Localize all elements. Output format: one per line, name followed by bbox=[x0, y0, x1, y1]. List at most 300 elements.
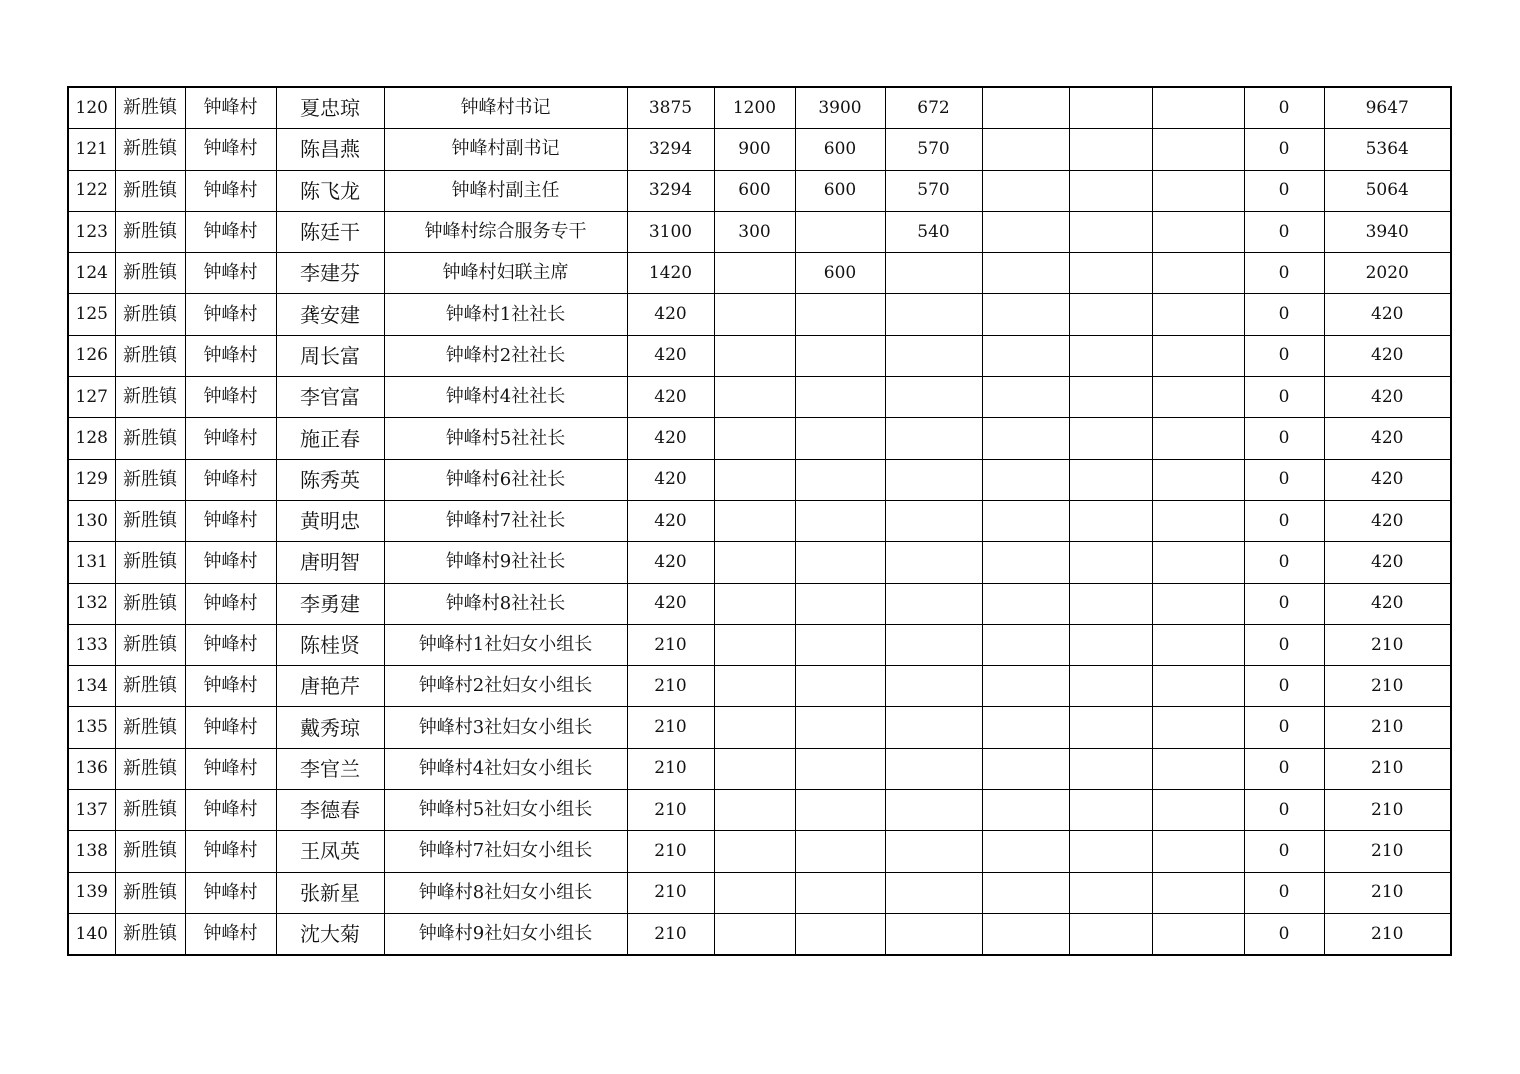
amount-1-cell: 210 bbox=[627, 748, 714, 789]
amount-7-cell bbox=[1152, 748, 1244, 789]
town-cell: 新胜镇 bbox=[115, 872, 185, 913]
table-row bbox=[68, 335, 1451, 376]
amount-1-cell: 210 bbox=[627, 872, 714, 913]
table-row bbox=[68, 748, 1451, 789]
person-name-cell: 唐艳芹 bbox=[276, 666, 384, 707]
amount-6-cell bbox=[1069, 335, 1152, 376]
town-cell: 新胜镇 bbox=[115, 542, 185, 583]
amount-8-cell: 0 bbox=[1244, 335, 1324, 376]
total-cell: 420 bbox=[1324, 418, 1451, 459]
amount-6-cell bbox=[1069, 748, 1152, 789]
amount-6-cell bbox=[1069, 170, 1152, 211]
village-cell: 钟峰村 bbox=[185, 170, 276, 211]
amount-4-cell bbox=[885, 294, 982, 335]
amount-1-cell: 3875 bbox=[627, 87, 714, 129]
amount-2-cell bbox=[714, 624, 795, 665]
person-name-cell: 李德春 bbox=[276, 790, 384, 831]
position-cell: 钟峰村9社妇女小组长 bbox=[384, 913, 627, 955]
table-row bbox=[68, 294, 1451, 335]
amount-1-cell: 210 bbox=[627, 707, 714, 748]
amount-2-cell bbox=[714, 583, 795, 624]
person-name-cell: 李建芬 bbox=[276, 253, 384, 294]
amount-2-cell bbox=[714, 831, 795, 872]
amount-1-cell: 420 bbox=[627, 377, 714, 418]
row-number-cell: 138 bbox=[68, 831, 115, 872]
amount-5-cell bbox=[982, 831, 1069, 872]
amount-8-cell: 0 bbox=[1244, 624, 1324, 665]
total-cell: 420 bbox=[1324, 583, 1451, 624]
table-row bbox=[68, 377, 1451, 418]
person-name-cell: 周长富 bbox=[276, 335, 384, 376]
amount-8-cell: 0 bbox=[1244, 913, 1324, 955]
person-name-cell: 戴秀琼 bbox=[276, 707, 384, 748]
amount-3-cell bbox=[795, 624, 885, 665]
position-cell: 钟峰村3社妇女小组长 bbox=[384, 707, 627, 748]
row-number-cell: 125 bbox=[68, 294, 115, 335]
person-name-cell: 陈廷干 bbox=[276, 211, 384, 252]
amount-2-cell: 600 bbox=[714, 170, 795, 211]
table-row bbox=[68, 418, 1451, 459]
amount-4-cell bbox=[885, 748, 982, 789]
amount-4-cell bbox=[885, 624, 982, 665]
table-row bbox=[68, 666, 1451, 707]
amount-7-cell bbox=[1152, 459, 1244, 500]
amount-2-cell bbox=[714, 913, 795, 955]
village-cell: 钟峰村 bbox=[185, 335, 276, 376]
amount-2-cell bbox=[714, 500, 795, 541]
row-number-cell: 140 bbox=[68, 913, 115, 955]
amount-5-cell bbox=[982, 500, 1069, 541]
amount-1-cell: 420 bbox=[627, 418, 714, 459]
table-row bbox=[68, 87, 1451, 129]
position-cell: 钟峰村7社社长 bbox=[384, 500, 627, 541]
amount-5-cell bbox=[982, 377, 1069, 418]
amount-5-cell bbox=[982, 253, 1069, 294]
amount-3-cell bbox=[795, 666, 885, 707]
amount-4-cell bbox=[885, 500, 982, 541]
amount-4-cell bbox=[885, 459, 982, 500]
amount-6-cell bbox=[1069, 253, 1152, 294]
amount-2-cell bbox=[714, 253, 795, 294]
amount-5-cell bbox=[982, 87, 1069, 129]
amount-1-cell: 1420 bbox=[627, 253, 714, 294]
town-cell: 新胜镇 bbox=[115, 87, 185, 129]
town-cell: 新胜镇 bbox=[115, 707, 185, 748]
row-number-cell: 137 bbox=[68, 790, 115, 831]
amount-7-cell bbox=[1152, 253, 1244, 294]
amount-6-cell bbox=[1069, 666, 1152, 707]
amount-4-cell bbox=[885, 542, 982, 583]
row-number-cell: 123 bbox=[68, 211, 115, 252]
amount-6-cell bbox=[1069, 129, 1152, 170]
village-cell: 钟峰村 bbox=[185, 624, 276, 665]
amount-6-cell bbox=[1069, 872, 1152, 913]
total-cell: 420 bbox=[1324, 500, 1451, 541]
total-cell: 210 bbox=[1324, 913, 1451, 955]
person-name-cell: 黄明忠 bbox=[276, 500, 384, 541]
amount-3-cell bbox=[795, 583, 885, 624]
table-row bbox=[68, 542, 1451, 583]
person-name-cell: 唐明智 bbox=[276, 542, 384, 583]
town-cell: 新胜镇 bbox=[115, 583, 185, 624]
amount-5-cell bbox=[982, 707, 1069, 748]
amount-5-cell bbox=[982, 790, 1069, 831]
village-cell: 钟峰村 bbox=[185, 748, 276, 789]
amount-6-cell bbox=[1069, 707, 1152, 748]
amount-8-cell: 0 bbox=[1244, 500, 1324, 541]
amount-7-cell bbox=[1152, 87, 1244, 129]
amount-5-cell bbox=[982, 418, 1069, 459]
position-cell: 钟峰村4社社长 bbox=[384, 377, 627, 418]
village-cell: 钟峰村 bbox=[185, 253, 276, 294]
village-cell: 钟峰村 bbox=[185, 790, 276, 831]
amount-7-cell bbox=[1152, 666, 1244, 707]
person-name-cell: 王凤英 bbox=[276, 831, 384, 872]
amount-2-cell bbox=[714, 377, 795, 418]
amount-4-cell bbox=[885, 913, 982, 955]
amount-7-cell bbox=[1152, 418, 1244, 459]
town-cell: 新胜镇 bbox=[115, 459, 185, 500]
amount-4-cell bbox=[885, 872, 982, 913]
amount-1-cell: 420 bbox=[627, 335, 714, 376]
amount-1-cell: 210 bbox=[627, 831, 714, 872]
amount-3-cell bbox=[795, 872, 885, 913]
town-cell: 新胜镇 bbox=[115, 377, 185, 418]
total-cell: 420 bbox=[1324, 377, 1451, 418]
amount-2-cell bbox=[714, 294, 795, 335]
person-name-cell: 沈大菊 bbox=[276, 913, 384, 955]
village-cell: 钟峰村 bbox=[185, 707, 276, 748]
town-cell: 新胜镇 bbox=[115, 253, 185, 294]
total-cell: 210 bbox=[1324, 624, 1451, 665]
village-cell: 钟峰村 bbox=[185, 418, 276, 459]
amount-2-cell: 300 bbox=[714, 211, 795, 252]
position-cell: 钟峰村5社社长 bbox=[384, 418, 627, 459]
total-cell: 210 bbox=[1324, 831, 1451, 872]
amount-3-cell: 600 bbox=[795, 170, 885, 211]
amount-4-cell bbox=[885, 790, 982, 831]
amount-7-cell bbox=[1152, 583, 1244, 624]
position-cell: 钟峰村9社社长 bbox=[384, 542, 627, 583]
table-row bbox=[68, 211, 1451, 252]
amount-3-cell: 600 bbox=[795, 129, 885, 170]
amount-2-cell bbox=[714, 666, 795, 707]
amount-2-cell bbox=[714, 872, 795, 913]
amount-7-cell bbox=[1152, 831, 1244, 872]
total-cell: 210 bbox=[1324, 790, 1451, 831]
table-row bbox=[68, 624, 1451, 665]
table-row bbox=[68, 707, 1451, 748]
table-row bbox=[68, 253, 1451, 294]
total-cell: 3940 bbox=[1324, 211, 1451, 252]
row-number-cell: 130 bbox=[68, 500, 115, 541]
amount-8-cell: 0 bbox=[1244, 872, 1324, 913]
town-cell: 新胜镇 bbox=[115, 211, 185, 252]
amount-7-cell bbox=[1152, 335, 1244, 376]
amount-4-cell bbox=[885, 377, 982, 418]
amount-8-cell: 0 bbox=[1244, 583, 1324, 624]
total-cell: 5364 bbox=[1324, 129, 1451, 170]
amount-6-cell bbox=[1069, 377, 1152, 418]
position-cell: 钟峰村1社妇女小组长 bbox=[384, 624, 627, 665]
amount-4-cell bbox=[885, 253, 982, 294]
amount-4-cell bbox=[885, 583, 982, 624]
row-number-cell: 134 bbox=[68, 666, 115, 707]
amount-7-cell bbox=[1152, 377, 1244, 418]
total-cell: 420 bbox=[1324, 335, 1451, 376]
town-cell: 新胜镇 bbox=[115, 500, 185, 541]
amount-3-cell bbox=[795, 542, 885, 583]
amount-6-cell bbox=[1069, 790, 1152, 831]
total-cell: 420 bbox=[1324, 542, 1451, 583]
amount-1-cell: 420 bbox=[627, 542, 714, 583]
amount-1-cell: 210 bbox=[627, 666, 714, 707]
amount-5-cell bbox=[982, 211, 1069, 252]
amount-7-cell bbox=[1152, 294, 1244, 335]
amount-3-cell: 600 bbox=[795, 253, 885, 294]
amount-2-cell: 1200 bbox=[714, 87, 795, 129]
amount-5-cell bbox=[982, 170, 1069, 211]
table-row bbox=[68, 500, 1451, 541]
amount-6-cell bbox=[1069, 87, 1152, 129]
village-cell: 钟峰村 bbox=[185, 377, 276, 418]
position-cell: 钟峰村妇联主席 bbox=[384, 253, 627, 294]
amount-7-cell bbox=[1152, 790, 1244, 831]
amount-3-cell bbox=[795, 707, 885, 748]
table-row bbox=[68, 790, 1451, 831]
amount-5-cell bbox=[982, 542, 1069, 583]
amount-5-cell bbox=[982, 748, 1069, 789]
amount-8-cell: 0 bbox=[1244, 666, 1324, 707]
amount-3-cell bbox=[795, 294, 885, 335]
town-cell: 新胜镇 bbox=[115, 748, 185, 789]
amount-5-cell bbox=[982, 872, 1069, 913]
row-number-cell: 135 bbox=[68, 707, 115, 748]
amount-5-cell bbox=[982, 335, 1069, 376]
amount-2-cell bbox=[714, 459, 795, 500]
row-number-cell: 139 bbox=[68, 872, 115, 913]
town-cell: 新胜镇 bbox=[115, 790, 185, 831]
amount-3-cell: 3900 bbox=[795, 87, 885, 129]
amount-8-cell: 0 bbox=[1244, 748, 1324, 789]
amount-1-cell: 3100 bbox=[627, 211, 714, 252]
village-cell: 钟峰村 bbox=[185, 872, 276, 913]
amount-1-cell: 420 bbox=[627, 459, 714, 500]
table-row bbox=[68, 872, 1451, 913]
amount-6-cell bbox=[1069, 294, 1152, 335]
person-name-cell: 陈昌燕 bbox=[276, 129, 384, 170]
row-number-cell: 133 bbox=[68, 624, 115, 665]
town-cell: 新胜镇 bbox=[115, 418, 185, 459]
amount-6-cell bbox=[1069, 542, 1152, 583]
amount-3-cell bbox=[795, 377, 885, 418]
table-row bbox=[68, 170, 1451, 211]
town-cell: 新胜镇 bbox=[115, 624, 185, 665]
town-cell: 新胜镇 bbox=[115, 335, 185, 376]
position-cell: 钟峰村8社妇女小组长 bbox=[384, 872, 627, 913]
amount-8-cell: 0 bbox=[1244, 253, 1324, 294]
row-number-cell: 120 bbox=[68, 87, 115, 129]
row-number-cell: 136 bbox=[68, 748, 115, 789]
amount-8-cell: 0 bbox=[1244, 211, 1324, 252]
row-number-cell: 131 bbox=[68, 542, 115, 583]
position-cell: 钟峰村6社社长 bbox=[384, 459, 627, 500]
amount-6-cell bbox=[1069, 500, 1152, 541]
village-cell: 钟峰村 bbox=[185, 666, 276, 707]
total-cell: 420 bbox=[1324, 294, 1451, 335]
table-row bbox=[68, 583, 1451, 624]
amount-8-cell: 0 bbox=[1244, 129, 1324, 170]
amount-4-cell bbox=[885, 666, 982, 707]
amount-2-cell bbox=[714, 542, 795, 583]
village-cell: 钟峰村 bbox=[185, 211, 276, 252]
position-cell: 钟峰村书记 bbox=[384, 87, 627, 129]
person-name-cell: 李官兰 bbox=[276, 748, 384, 789]
amount-8-cell: 0 bbox=[1244, 418, 1324, 459]
village-cell: 钟峰村 bbox=[185, 129, 276, 170]
amount-3-cell bbox=[795, 913, 885, 955]
amount-3-cell bbox=[795, 831, 885, 872]
amount-2-cell bbox=[714, 418, 795, 459]
table-row bbox=[68, 831, 1451, 872]
village-cell: 钟峰村 bbox=[185, 583, 276, 624]
amount-5-cell bbox=[982, 624, 1069, 665]
row-number-cell: 132 bbox=[68, 583, 115, 624]
village-cell: 钟峰村 bbox=[185, 459, 276, 500]
amount-8-cell: 0 bbox=[1244, 377, 1324, 418]
village-cell: 钟峰村 bbox=[185, 542, 276, 583]
amount-4-cell bbox=[885, 335, 982, 376]
amount-4-cell bbox=[885, 418, 982, 459]
amount-7-cell bbox=[1152, 707, 1244, 748]
amount-5-cell bbox=[982, 583, 1069, 624]
position-cell: 钟峰村7社妇女小组长 bbox=[384, 831, 627, 872]
total-cell: 420 bbox=[1324, 459, 1451, 500]
town-cell: 新胜镇 bbox=[115, 831, 185, 872]
amount-4-cell: 570 bbox=[885, 129, 982, 170]
village-cell: 钟峰村 bbox=[185, 500, 276, 541]
amount-7-cell bbox=[1152, 872, 1244, 913]
amount-8-cell: 0 bbox=[1244, 831, 1324, 872]
position-cell: 钟峰村综合服务专干 bbox=[384, 211, 627, 252]
village-cell: 钟峰村 bbox=[185, 87, 276, 129]
amount-7-cell bbox=[1152, 129, 1244, 170]
total-cell: 2020 bbox=[1324, 253, 1451, 294]
amount-1-cell: 3294 bbox=[627, 129, 714, 170]
person-name-cell: 陈秀英 bbox=[276, 459, 384, 500]
total-cell: 210 bbox=[1324, 748, 1451, 789]
amount-1-cell: 420 bbox=[627, 294, 714, 335]
amount-1-cell: 420 bbox=[627, 500, 714, 541]
data-table bbox=[67, 86, 1452, 956]
person-name-cell: 陈飞龙 bbox=[276, 170, 384, 211]
amount-3-cell bbox=[795, 790, 885, 831]
person-name-cell: 夏忠琼 bbox=[276, 87, 384, 129]
town-cell: 新胜镇 bbox=[115, 913, 185, 955]
amount-7-cell bbox=[1152, 913, 1244, 955]
position-cell: 钟峰村副主任 bbox=[384, 170, 627, 211]
amount-8-cell: 0 bbox=[1244, 790, 1324, 831]
amount-3-cell bbox=[795, 748, 885, 789]
row-number-cell: 128 bbox=[68, 418, 115, 459]
person-name-cell: 李官富 bbox=[276, 377, 384, 418]
amount-8-cell: 0 bbox=[1244, 87, 1324, 129]
total-cell: 9647 bbox=[1324, 87, 1451, 129]
amount-3-cell bbox=[795, 459, 885, 500]
amount-6-cell bbox=[1069, 913, 1152, 955]
table-body bbox=[68, 87, 1451, 955]
row-number-cell: 122 bbox=[68, 170, 115, 211]
amount-1-cell: 210 bbox=[627, 913, 714, 955]
position-cell: 钟峰村5社妇女小组长 bbox=[384, 790, 627, 831]
town-cell: 新胜镇 bbox=[115, 170, 185, 211]
amount-4-cell: 570 bbox=[885, 170, 982, 211]
amount-7-cell bbox=[1152, 624, 1244, 665]
amount-3-cell bbox=[795, 211, 885, 252]
amount-1-cell: 210 bbox=[627, 624, 714, 665]
village-cell: 钟峰村 bbox=[185, 831, 276, 872]
amount-3-cell bbox=[795, 335, 885, 376]
amount-8-cell: 0 bbox=[1244, 707, 1324, 748]
amount-1-cell: 210 bbox=[627, 790, 714, 831]
row-number-cell: 121 bbox=[68, 129, 115, 170]
person-name-cell: 施正春 bbox=[276, 418, 384, 459]
amount-6-cell bbox=[1069, 624, 1152, 665]
amount-5-cell bbox=[982, 913, 1069, 955]
amount-6-cell bbox=[1069, 459, 1152, 500]
amount-3-cell bbox=[795, 418, 885, 459]
amount-6-cell bbox=[1069, 583, 1152, 624]
amount-2-cell: 900 bbox=[714, 129, 795, 170]
row-number-cell: 126 bbox=[68, 335, 115, 376]
total-cell: 210 bbox=[1324, 666, 1451, 707]
amount-5-cell bbox=[982, 129, 1069, 170]
amount-4-cell bbox=[885, 707, 982, 748]
amount-7-cell bbox=[1152, 211, 1244, 252]
amount-8-cell: 0 bbox=[1244, 459, 1324, 500]
amount-7-cell bbox=[1152, 500, 1244, 541]
amount-5-cell bbox=[982, 294, 1069, 335]
position-cell: 钟峰村2社妇女小组长 bbox=[384, 666, 627, 707]
amount-1-cell: 3294 bbox=[627, 170, 714, 211]
town-cell: 新胜镇 bbox=[115, 666, 185, 707]
total-cell: 210 bbox=[1324, 872, 1451, 913]
town-cell: 新胜镇 bbox=[115, 129, 185, 170]
table-row bbox=[68, 459, 1451, 500]
person-name-cell: 张新星 bbox=[276, 872, 384, 913]
position-cell: 钟峰村8社社长 bbox=[384, 583, 627, 624]
amount-6-cell bbox=[1069, 211, 1152, 252]
village-cell: 钟峰村 bbox=[185, 913, 276, 955]
position-cell: 钟峰村4社妇女小组长 bbox=[384, 748, 627, 789]
amount-4-cell bbox=[885, 831, 982, 872]
amount-2-cell bbox=[714, 707, 795, 748]
amount-2-cell bbox=[714, 790, 795, 831]
position-cell: 钟峰村副书记 bbox=[384, 129, 627, 170]
person-name-cell: 龚安建 bbox=[276, 294, 384, 335]
amount-3-cell bbox=[795, 500, 885, 541]
amount-8-cell: 0 bbox=[1244, 542, 1324, 583]
amount-7-cell bbox=[1152, 170, 1244, 211]
town-cell: 新胜镇 bbox=[115, 294, 185, 335]
amount-2-cell bbox=[714, 335, 795, 376]
person-name-cell: 陈桂贤 bbox=[276, 624, 384, 665]
amount-8-cell: 0 bbox=[1244, 170, 1324, 211]
row-number-cell: 127 bbox=[68, 377, 115, 418]
position-cell: 钟峰村2社社长 bbox=[384, 335, 627, 376]
amount-5-cell bbox=[982, 459, 1069, 500]
table-row bbox=[68, 913, 1451, 955]
